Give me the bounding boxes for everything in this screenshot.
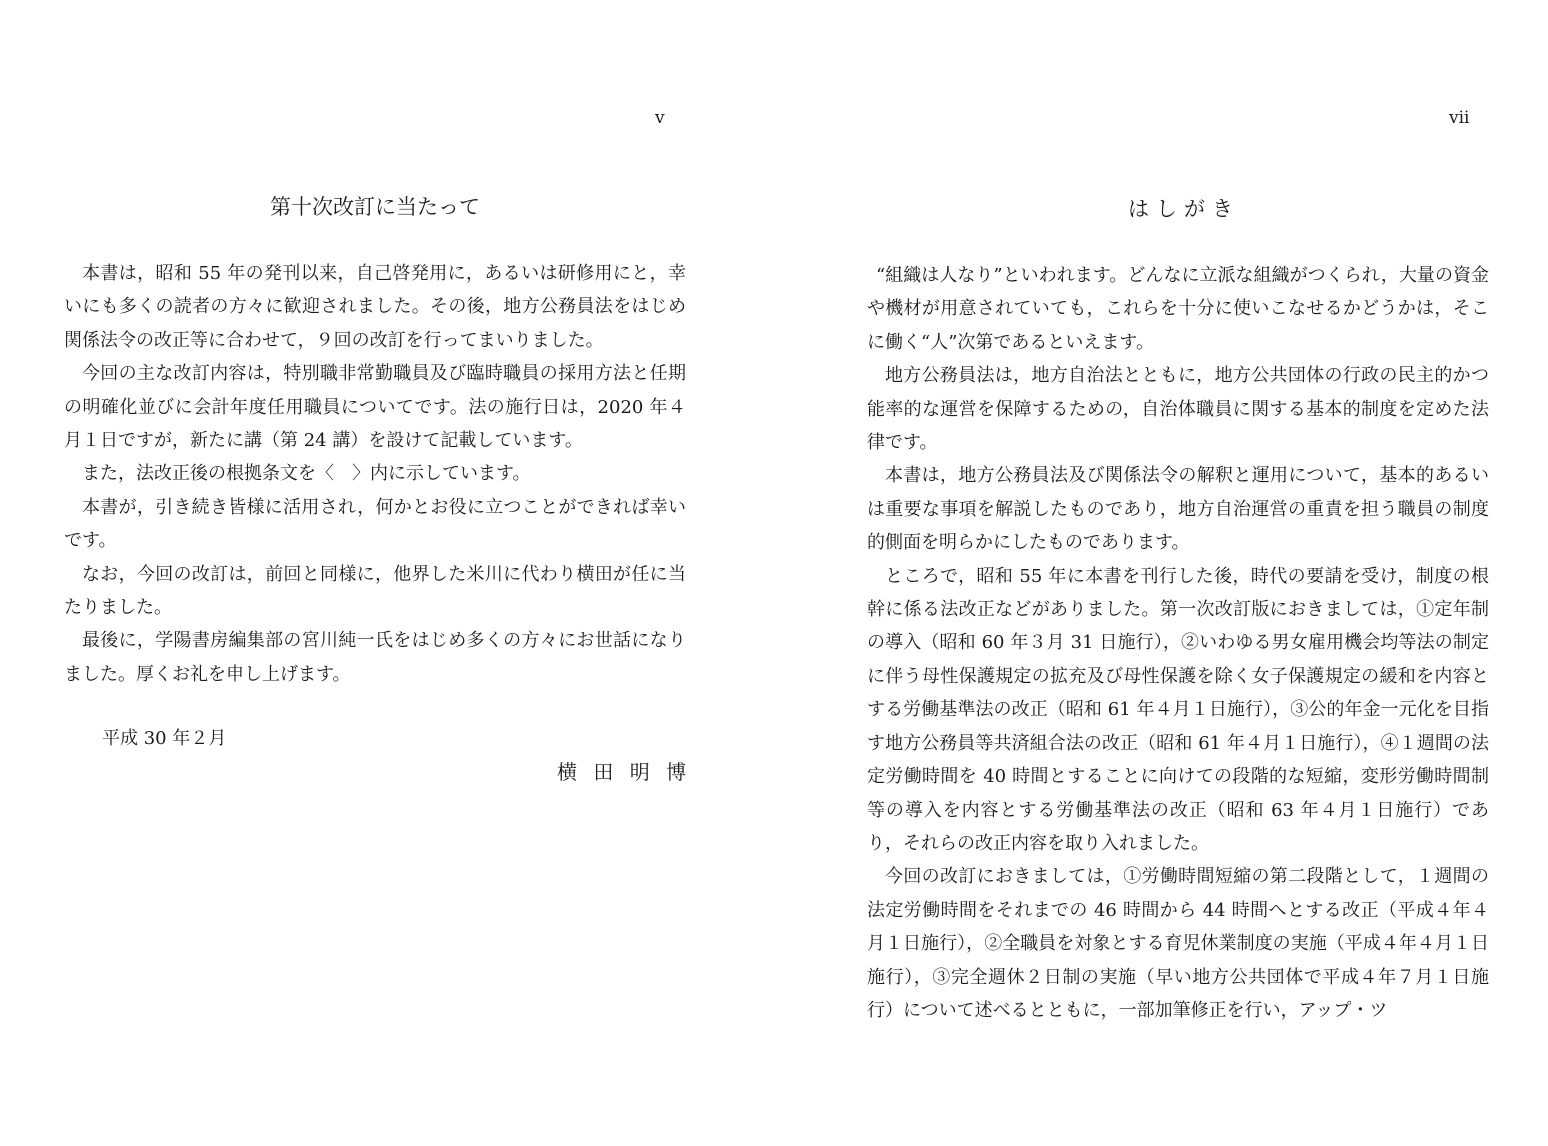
paragraph: ところで，昭和 55 年に本書を刊行した後，時代の要請を受け，制度の根幹に係る法改正などがありました。第一次改訂版におきましては，①定年制の導入（昭和 60 年３月 31 日施行），②いわゆる男女雇用機会均等法の制定に伴う母性保護規定の拡充及び母性保護を除く女子保護規定の緩和を内容とする労働基準法の改正（昭和 61 年４月１日施行），③公的年金一元化を目指す地方公務員等共済組合法の改正（昭和 61 年４月１日施行），④１週間の法定労働時間を 40 時間とすることに向けての段階的な短縮，変形労働時間制等の導入を内容とする労働基準法の改正（昭和 63 年４月１日施行）であり，それらの改正内容を取り入れました。 [867, 565, 1489, 854]
body-text [64, 257, 686, 691]
paragraph: 本書は，地方公務員法及び関係法令の解釈と運用について，基本的あるいは重要な事項を解説したものであり，地方自治運営の重責を担う職員の制度的側面を明らかにしたものであります。 [867, 465, 1489, 554]
author-signature: 横 田 明 博 [557, 760, 692, 784]
paragraph: 今回の改訂におきましては，①労働時間短縮の第二段階として，１週間の法定労働時間をそれまでの 46 時間から 44 時間へとする改正（平成４年４月１日施行），②全職員を対象とする育児休業制度の実施（平成４年４月１日施行），③完全週休２日制の実施（早い地方公共団体で平成４年７月１日施行）について述べるとともに，一部加筆修正を行い，アップ・ツ [867, 866, 1489, 1021]
paragraph: なお，今回の改訂は，前回と同様に，他界した米川に代わり横田が任に当たりました。 [64, 563, 686, 619]
page-number: vii [1449, 108, 1470, 128]
paragraph: また，法改正後の根拠条文を〈 〉内に示しています。 [82, 463, 531, 485]
paragraph: “組織は人なり”といわれます。どんなに立派な組織がつくられ，大量の資金や機材が用意されていても，これらを十分に使いこなせるかどうかは，そこに働く“人”次第であるといえます。 [867, 265, 1489, 353]
right-page [774, 0, 1548, 1146]
body-text [867, 259, 1489, 1027]
paragraph: 最後に，学陽書房編集部の宮川純一氏をはじめ多くの方々にお世話になりました。厚くお礼を申し上げます。 [64, 630, 686, 685]
section-title: はしがき [1128, 197, 1240, 221]
paragraph: 今回の主な改訂内容は，特別職非常勤職員及び臨時職員の採用方法と任期の明確化並びに会計年度任用職員についてです。法の施行日は，2020 年４月１日ですが，新たに講（第 24 講）を設けて記載しています。 [64, 363, 686, 452]
paragraph: 本書は，昭和 55 年の発刊以来，自己啓発用に，あるいは研修用にと，幸いにも多くの読者の方々に歓迎されました。その後，地方公務員法をはじめ関係法令の改正等に合わせて，９回の改訂を行ってまいりました。 [64, 263, 686, 351]
paragraph: 本書が，引き続き皆様に活用され，何かとお役に立つことができれば幸いです。 [64, 496, 686, 552]
date-line: 平成 30 年２月 [102, 728, 227, 749]
section-title: 第十次改訂に当たって [270, 195, 480, 219]
paragraph: 地方公務員法は，地方自治法とともに，地方公共団体の行政の民主的かつ能率的な運営を保障するための，自治体職員に関する基本的制度を定めた法律です。 [867, 365, 1489, 454]
page-number: v [655, 108, 665, 128]
